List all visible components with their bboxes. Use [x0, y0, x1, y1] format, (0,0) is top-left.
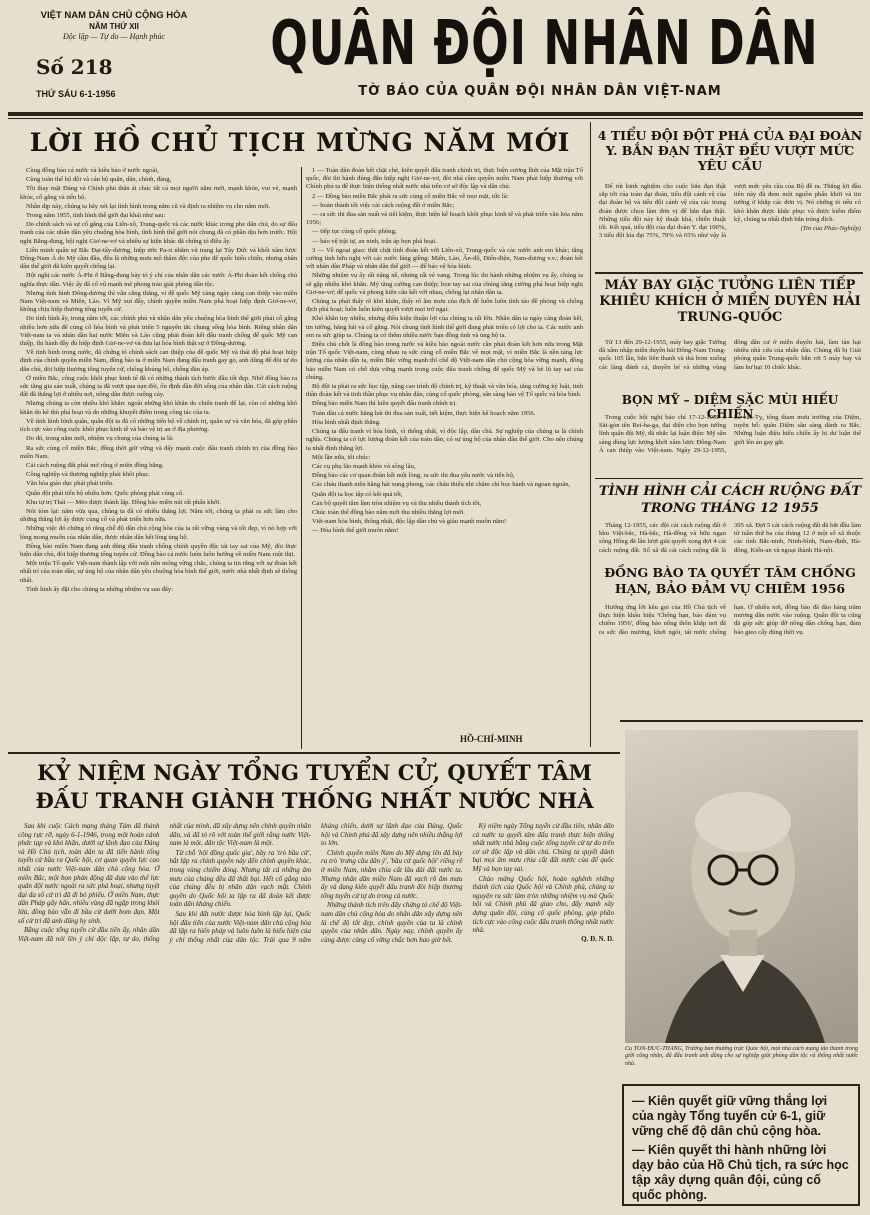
lead-paragraph: Tình hình ấy đặt cho chúng ta những nhiệm vụ sau đây:	[26, 585, 173, 593]
election-paragraph: Từ chỗ 'hội đồng quốc gia', bầy ra 'trò bầu cử', hắt lập ra chính quyền này đến chính quyền khác, trong vùng chiếm đóng. Nhưng tất cả những âm mưu của chúng đều đã thất bại. Hết cố gắng nào của chúng đều bị nhân dân vạch mặt. Chính quyền do Quốc hội ta lập ra đã đoàn kết được toàn dân kháng chiến.	[169, 848, 311, 909]
right1-text: Để rút kinh nghiệm cho cuộc bắn đạn thật sắp tới của toàn đại đoàn, tiểu đội cảnh vệ của đại đoàn bộ và tiểu đội cảnh vệ của các trung đoàn được chọn làm đơn vị để bắn đạn thật. Những tiểu đội này kỹ thuật khá, chiến thuật tốt. Kết quả, tiểu đội của đại đoàn Y. đạt 100%, 3 tiểu đội kia đạt 75%, 79% và 65% như vậy là vượt mức yêu cầu của Bộ đề ra. Thắng lợi đầu tiên này đã đem một nguồn phấn khởi và tin tưởng ở khắp các đơn vị. Nó chứng tỏ nếu có khó khăn được khắc phục và được kiểm điểm kỹ, chúng ta nhất định bắn trúng đích.	[599, 183, 861, 240]
lead-headline: LỜI HỒ CHỦ TỊCH MỪNG NĂM MỚI	[29, 128, 571, 157]
election-paragraph: Chính quyền miền Nam do Mỹ dựng lên đã bày ra trò 'trưng cầu dân ý', 'bầu cử quốc hội' riêng rẽ ở miền Nam, nhằm chia cắt lâu dài đất nước ta. Nhưng nhân dân miền Nam đã vạch rõ âm mưu ấy và đang kiên quyết đấu tranh đòi hiệp thương tổng tuyển cử tự do trong cả nước.	[321, 848, 463, 900]
right4-body	[599, 522, 861, 562]
right3-body	[599, 414, 861, 476]
lead-paragraph: Do tình hình ấy, trong năm tới, các chính phủ và nhân dân yêu chuộng hòa bình thế giới phải cố gắng nhiều hơn nữa để củng cố hòa bình và phát triển 5 nguyên tắc chung sống hòa bình. Riêng nhân dân Việt-nam ta và nhân dân hai nước Miên và Lào cũng phải đoàn kết đấu tranh chống đế quốc Mỹ can thiệp, thi hành đầy đủ hiệp định Giơ-ne-vơ và đưa lại hòa bình thật sự ở Đông-dương.	[20, 315, 297, 348]
masthead-left	[14, 10, 214, 99]
election-headline-2: ĐẤU TRANH GIÀNH THỐNG NHẤT NƯỚC NHÀ	[35, 788, 594, 813]
lead-paragraph: Nhưng chúng ta còn nhiều khó khăn: ngoài những khó khăn do chiến tranh để lại, còn có những khó khăn do kẻ thù phá hoại và do những khuyết điểm trong công tác của ta.	[20, 400, 297, 416]
lead-right-divider	[590, 122, 591, 747]
election-body	[18, 822, 614, 1207]
right1-body	[599, 183, 861, 269]
election-byline: Q. Đ. N. D.	[581, 934, 614, 943]
lead-paragraph: Các cháu thanh niên hăng hái xung phong, các cháu thiếu nhi chăm chỉ học hành và ngoan ngoãn,	[312, 481, 571, 489]
lead-paragraph: 2 — Đồng bào miền Bắc phải ra sức củng cố miền Bắc về mọi mặt, tức là:	[312, 192, 509, 200]
portrait-image	[625, 730, 858, 1043]
election-paragraph: Bằng cuộc tổng tuyển cử đầu tiên ấy, nhân dân Việt-nam đã nói lên ý chí độc lập, tự do, thống nhất của mình, đã xây dựng nên chính quyền nhân dân, và đã tỏ rõ với toàn thế giới rằng nước Việt-nam là một, dân tộc Việt-nam là một.	[18, 822, 311, 943]
lead-paragraph: Chúc toàn thể đồng bào năm mới thu nhiều thắng lợi mới.	[312, 508, 465, 516]
right3-headline: BỌN MỸ – DIỆM SẶC MÙI HIẾU CHIẾN	[621, 393, 839, 421]
photo-frame-top	[620, 720, 863, 722]
election-paragraph: Chào mừng Quốc hội, hoàn nghênh những thành tích của Quốc hội và Chính phủ, chúng ta nguyện ra sức làm tròn những nhiệm vụ mà Quốc hội và Chính phủ đã giao cho, đẩy mạnh xây dựng quân đội, củng cố quốc phòng, góp phần tích cực vào công cuộc đấu tranh thống nhất nước nhà.	[472, 874, 614, 935]
photo-caption: Cụ TÔN-ĐỨC-THẮNG, Trưởng ban thường trực Quốc hội, một nhà cách mạng lão thành trong giới công nhân, đã đấu tranh anh dũng cho sự nghiệp giải phóng dân tộc và thống nhất nước nhà.	[625, 1046, 858, 1067]
election-headline-1: KỶ NIỆM NGÀY TỔNG TUYỂN CỬ, QUYẾT TÂM	[37, 760, 592, 785]
right1-headline: 4 TIỂU ĐỘI ĐỘT PHÁ CỦA ĐẠI ĐOÀN Y. BẮN ĐẠN THẬT ĐỀU VƯỢT MỨC YÊU CẦU	[597, 128, 863, 173]
lead-paragraph: Một triệu Tổ quốc Việt-nam thành lập với một nền móng vững chắc, chúng ta tin rằng với sự đoàn kết nhất trí của toàn dân, sự ủng hộ của nhân dân yêu chuộng hòa bình thế giới, nước nhà nhất định sẽ thống nhất.	[20, 560, 297, 584]
lead-paragraph: Về tình hình bình quân, quân đội ta đã có những tiến bộ về chính trị, quân sự và văn hóa, đã góp phần tích cực vào công cuộc khôi phục kinh tế và bảo vệ trị an ở địa phương.	[20, 417, 297, 434]
lead-paragraph: Về tình hình trong nước, đã chứng tỏ chính sách can thiệp của đế quốc Mỹ và thái độ phá hoại hiệp định của chính quyền miền Nam, đồng bào ta ở miền Nam đang đấu tranh gay go, anh dũng để đòi tự do dân chủ, đòi hiệp thương tổng tuyển cử, chống khủng bố, chống đàn áp.	[20, 349, 297, 373]
lead-paragraph: Cùng đồng bào cả nước và kiều bào ở nước ngoài,	[26, 167, 159, 174]
lead-paragraph: Nhân dịp này, chúng ta hãy xét lại tình hình trong năm cũ và định ra nhiệm vụ cho năm mới.	[26, 202, 271, 210]
lead-paragraph: Nói tóm lại: năm vừa qua, chúng ta đã có nhiều thắng lợi. Năm tới, chúng ta phải ra sức làm cho những thắng lợi ấy được củng cố và phát triển hơn nữa.	[20, 507, 297, 524]
lead-paragraph: Toàn dân cả nước hăng hái thi đua sản xuất, tiết kiệm, thực hiện kế hoạch năm 1956.	[312, 409, 536, 417]
masthead-divider-thin	[8, 118, 863, 119]
lead-col-2	[306, 167, 583, 737]
lead-paragraph: Việt-nam hòa bình, thống nhất, độc lập dân chủ và giàu mạnh muôn năm!	[312, 518, 507, 526]
lead-col-1	[20, 167, 297, 749]
lead-paragraph: Do chính sách và sự cố gắng của Liên-xô, Trung-quốc và các nước khác trong phe dân chủ, do sự đấu tranh của các nhân dân yêu chuộng hòa bình, tình hình thế giới nói chung đã có phần dịu hơn trước. Hội nghị Băng-đung, hội nghị Giơ-ne-vơ và nhiều sự kiện khác đã chứng tỏ điều ấy.	[20, 221, 297, 245]
lead-paragraph: Một lần nữa, tôi chúc:	[312, 453, 371, 461]
motto: Độc lập — Tự do — Hạnh phúc	[63, 32, 165, 41]
lead-paragraph: Điều chủ chốt là đồng bào trong nước và kiều bào ngoài nước cần phải đoàn kết hơn nữa trong Mặt trận Tổ quốc Việt-nam, cùng nhau ra sức củng cố miền Bắc về mọi mặt, vì miền Bắc là nền tảng lực lượng của nhân dân ta, miền Bắc vững mạnh thì chế độ Việt-nam dân chủ cộng hòa vững mạnh, đồng bào miền Nam có chỗ dựa vững mạnh trong cuộc đấu tranh chống đế quốc Mỹ và bè lũ tay sai của chúng.	[306, 341, 583, 381]
election-paragraph: Những thành tích trên đây chứng tỏ chế độ Việt-nam dân chủ cộng hòa do nhân dân xây dựng nên là chế độ tốt đẹp, chính quyền của ta là chính quyền của nhân dân. Ngày nay, chính quyền ấy càng được củng cố vững chắc hơn bao giờ hết.	[321, 901, 463, 944]
section-divider	[8, 752, 620, 754]
right4-text: Tháng 12-1955, các đội cải cách ruộng đất ở khu Việt-bắc, Hà-bắc, Hà-đông và hữu ngạn sông Hồng đã lần lượt giải quyết xong đợt 4 cải cách ruộng đất. Số xã đã cải cách ruộng đất là 395 xã. Đợt 5 cải cách ruộng đất đã bắt đầu làm từ tuần thứ ba của tháng 12 ở một số xã thuộc các tỉnh Bắc-ninh, Ninh-bình, Nam-định, Hà-đông, Kiến-an và ngoại thành Hà-nội.	[599, 522, 861, 554]
lead-paragraph: Tôi thay mặt Đảng và Chính phủ thân ái chúc tất cả mọi người năm mới, mạnh khỏe, vui vẻ, mạnh khỏe, cố gắng và tiến bộ.	[20, 185, 297, 201]
right1-credit: (Tin của Phúc-Nghiệp)	[800, 225, 861, 233]
lead-paragraph: Chúng ta phải thấy rõ khó khăn, thấy rõ âm mưu của địch để luôn luôn tỉnh táo đề phòng và chống địch phá hoại; luôn luôn kiên quyết vượt mọi trở ngại.	[306, 298, 583, 314]
lead-paragraph: Quân đội phải tiến bộ nhiều hơn. Quốc phòng phải củng cố.	[26, 489, 184, 497]
newspaper-title: QUÂN ĐỘI NHÂN DÂN	[270, 8, 819, 80]
lead-paragraph: Khu tự trị Thái — Mèo được thành lập. Đồng bào miền núi rất phấn khởi.	[26, 498, 221, 506]
lead-paragraph: Các cụ phụ lão mạnh khỏe và sống lâu,	[312, 462, 416, 470]
lead-paragraph: — tiếp tục củng cố quốc phòng;	[312, 228, 397, 236]
right2-text: Từ 13 đến 29-12-1955, máy bay giặc Tưởng đã xâm nhập miền duyên hải Đông-Nam Trung-quốc 105 lần, bắn liên thanh và thả bom xuống các làng đánh cá, thuyền bè và những vùng đông dân cư ở miền duyên hải, làm tàn hại nhiều nhà cửa của nhân dân. Chúng đã bị Giải phóng quân Trung-quốc bắn rơi 5 máy bay và làm hư hại 10 chiếc khác.	[599, 339, 861, 371]
portrait-photo	[625, 730, 858, 1043]
lead-paragraph: Hòa bình nhất định thắng.	[312, 418, 381, 426]
lead-paragraph: — bảo vệ trật tự, an ninh, trấn áp bọn phá hoại.	[312, 237, 437, 245]
election-paragraph: Kỷ niệm ngày Tổng tuyển cử đầu tiên, nhân dân cả nước ta quyết tâm đấu tranh thực hiện thống nhất nước nhà bằng cuộc tổng tuyển cử tự do trên cơ sở độc lập và dân chủ. Chúng ta quyết đánh bại mọi âm mưu chia cắt đất nước của đế quốc Mỹ và bọn tay sai.	[472, 822, 614, 873]
lead-paragraph: Chúng ta đấu tranh vì hòa bình, vì thống nhất, vì độc lập, dân chủ. Sự nghiệp của chúng ta là chính nghĩa. Chúng ta có lực lượng đoàn kết của toàn dân, có sự ủng hộ của nhân dân thế giới. Cho nên chúng ta nhất định thắng lợi.	[306, 428, 583, 452]
right2-body	[599, 339, 861, 389]
lead-paragraph: — hoàn thành tốt việc cải cách ruộng đất ở miền Bắc;	[312, 201, 455, 209]
column-divider	[301, 167, 302, 749]
lead-signature: HỒ-CHÍ-MINH	[460, 734, 523, 744]
lead-paragraph: Cải cách ruộng đất phải mở rộng ở miền đồng bằng.	[26, 461, 164, 469]
year-label: NĂM THỨ XII	[89, 22, 139, 31]
right5-headline: ĐỒNG BÀO TA QUYẾT TÂM CHỐNG HẠN, BẢO ĐẢM VỤ CHIÊM 1956	[604, 565, 856, 596]
lead-paragraph: Những nhiệm vụ ấy rất nặng nề, nhưng rất vẻ vang. Trong lúc thi hành những nhiệm vụ ấy, chúng ta sẽ gặp nhiều khó khăn. Mỹ tăng cường can thiệp; bọn tay sai của chúng tăng cường phá hoại hiệp nghị Giơ-ne-vơ; đế quốc và phong kiến câu kết với nhau, chống lại nhân dân ta.	[306, 272, 583, 296]
lead-paragraph: Cán bộ quyết tâm làm tròn nhiệm vụ và thu nhiều thành tích tốt,	[312, 499, 482, 507]
tagline: TỜ BÁO CỦA QUÂN ĐỘI NHÂN DÂN VIỆT-NAM	[358, 84, 722, 99]
issue-number: Số 218	[36, 55, 113, 79]
election-paragraph: Sau khi cuộc Cách mạng tháng Tám đã thành công rực rỡ, ngày 6-1-1946, trong một hoàn cảnh phức tạp và khó khăn, dưới sự lãnh đạo của Đảng và Hồ Chủ tịch, toàn dân ta đã tiến hành tổng tuyển cử bầu ra Quốc hội, cơ quan quyền lực cao nhất của nước Việt-nam dân chủ cộng hòa. Ở miền Bắc, một bọn phản động đã dựa vào thế lực quân đội nước ngoài ra sức phá hoại, nhưng tuyệt đại đa số cử tri đã đi bỏ phiếu. Ở miền Nam, thực dân Pháp gây hấn, nhiều vùng đã ngập trong khói lửa, đồng bào vẫn đi bầu cử dưới bom đạn. Một số cử tri đã anh dũng hy sinh.	[18, 822, 160, 925]
election-paragraph: Sau khi đất nước được hòa bình lập lại, Quốc hội đầu tiên của nước Việt-nam dân chủ cộng hòa đã lập ra hiến pháp và luôn luôn là biểu hiện của ý chí thống nhất của dân tộc. Trải qua 9 năm kháng chiến, dưới sự lãnh đạo của Đảng, Quốc hội và Chính phủ đã xây dựng nên nhiều thắng lợi to lớn.	[169, 822, 463, 944]
lead-paragraph: Nhưng tình hình Đông-dương thì vẫn căng thẳng, vì đế quốc Mỹ càng ngày càng can thiệp vào miền Nam Việt-nam và Miên, Lào. Vì Mỹ xui đẩy, chính quyền miền Nam phá hoại hiệp định Giơ-ne-vơ, không chịu hiệp thương tổng tuyển cử.	[20, 289, 297, 314]
lead-paragraph: Hội nghị các nước Á-Phi ở Băng-đung bày tỏ ý chí của nhân dân các nước Á-Phi đoàn kết chống chủ nghĩa thực dân. Việc ấy đã cổ vũ mạnh mẽ phong trào giải phóng dân tộc.	[20, 272, 297, 288]
slogan-1: — Kiên quyết giữ vững thắng lợi của ngày Tổng tuyển cử 6-1, giữ vững chế độ dân chủ cộng hòa.	[632, 1094, 828, 1138]
right-divider-2	[595, 478, 863, 479]
lead-paragraph: Do đó, trong năm mới, nhiệm vụ chung của chúng ta là:	[26, 435, 174, 443]
right4-headline: TÌNH HÌNH CẢI CÁCH RUỘNG ĐẤT TRONG THÁNG 12 1955	[598, 484, 862, 516]
lead-paragraph: Cùng toàn thể bộ đội và cán bộ quân, dân, chính, đảng,	[26, 176, 172, 184]
lead-paragraph: Đồng bào các cơ quan đoàn kết một lòng, ra sức thi đua yêu nước và tiến bộ,	[312, 472, 515, 480]
lead-paragraph: Đồng bào miền Nam thì kiên quyết đấu tranh chính trị.	[312, 400, 457, 408]
lead-paragraph: Đồng bào miền Nam đang anh dũng đấu tranh chống chính quyền độc tài tay sai của Mỹ, đòi thực hiện dân chủ, đòi hiệp thương tổng tuyển cử. Đồng bào cả nước luôn luôn hướng về miền Nam ruột thịt.	[20, 542, 297, 558]
lead-paragraph: Khó khăn tuy nhiều, nhưng điều kiện thuận lợi của chúng ta rất lớn. Nhân dân ta ngày càng đoàn kết, tin tưởng, hăng hái và cố gắng. Nói chung tình hình thế giới đang phát triển có lợi cho ta. Các nước anh em ra sức giúp ta. Chúng ta có thêm nhiều nước bạn đồng tình và ủng hộ ta.	[306, 315, 583, 339]
right3-text: Trong cuộc hội nghị báo chí 17-12-1955 ở Sài-gòn tên Rei-ha-ga, đại diện cho bọn tướng lĩnh quân đội Mỹ, đã nhắc lại luận điệu: Mỹ sẵn sàng dùng lực lượng khởi xâm lược Đông-Nam Á can thiệp vào Việt-nam. Ngày 29-12-1955, Lê-văn-Tỵ, tổng tham mưu trưởng của Diệm, tuyên bố: quân Diệm sẵn sàng đánh ra Bắc. Những luận điệu hiếu chiến ấy bị dư luận thế giới lên án gay gắt.	[599, 414, 861, 454]
lead-paragraph: Ra sức củng cố miền Bắc, đồng thời giữ vững và đẩy mạnh cuộc đấu tranh chính trị của đồng bào miền Nam.	[20, 444, 297, 460]
slogan-2: — Kiên quyết thi hành những lời dạy bảo của Hồ Chủ tịch, ra sức học tập xây dựng quân đội, củng cố quốc phòng.	[632, 1143, 849, 1202]
lead-paragraph: — ra sức thi đua sản xuất và tiết kiệm, thực hiện kế hoạch khôi phục kinh tế và phát triển văn hóa năm 1956;	[306, 211, 583, 227]
right-divider-1	[595, 272, 863, 274]
lead-paragraph: Những việc đó chứng tỏ rằng chế độ dân chủ cộng hòa của ta rất vững vàng và tốt đẹp, vì nó hợp với lòng mong muốn của nhân dân, được nhân dân hết lòng ủng hộ.	[20, 525, 297, 541]
right2-headline: MÁY BAY GIẶC TƯỞNG LIÊN TIẾP KHIÊU KHÍCH Ở MIỀN DUYÊN HẢI TRUNG-QUỐC	[599, 278, 861, 325]
lead-paragraph: 1 — Toàn dân đoàn kết chặt chẽ, kiên quyết đấu tranh chính trị, thực hiện cương lĩnh của Mặt trận Tổ quốc, đòi thi hành đúng đắn hiệp nghị Giơ-ne-vơ, đòi nhà cầm quyền miền Nam phải hiệp thương với Chính phủ ta để thực hiện thống nhất nước nhà trên cơ sở độc lập và dân chủ.	[306, 167, 583, 191]
lead-paragraph: Liên minh quân sự Bắc Đại-tây-dương, hiệp ước Pa-ri nhằm vũ trang lại Tây Đức và khối xâm lược Đông-Nam Á do Mỹ cầm đầu, đều là những mưu mô thâm độc của phe đế quốc hiếu chiến, nhưng nhân dân thế giới đã kiên quyết chống lại.	[20, 246, 297, 271]
slogan-box	[622, 1084, 860, 1206]
lead-paragraph: Văn hóa giáo dục phải phát triển.	[26, 480, 114, 488]
lead-paragraph: Bộ đội ta phải ra sức học tập, nâng cao trình độ chính trị, kỹ thuật và văn hóa, tăng cường kỷ luật, tinh thần đoàn kết và tinh thần phục vụ nhân dân, củng cố quốc phòng, sẵn sàng bảo vệ Tổ quốc và hòa bình.	[306, 383, 583, 399]
lead-paragraph: Công nghiệp và thương nghiệp phải khôi phục.	[26, 471, 151, 479]
lead-paragraph: Trong năm 1955, tình hình thế giới đại khái như sau:	[26, 212, 166, 220]
right5-body	[599, 604, 861, 714]
issue-date: THỨ SÁU 6-1-1956	[36, 89, 116, 99]
lead-paragraph: Ở miền Bắc, công cuộc khôi phục kinh tế đã có những thành tích bước đầu tốt đẹp. Nhờ đồng bào ra sức tăng gia sản xuất, chúng ta đã vượt qua nạn đói, ổn định dần đời sống của nhân dân. Cải cách ruộng đất đã thắng lợi ở nhiều nơi, nông dân được ruộng cày.	[20, 374, 297, 399]
lead-paragraph: Quân đội ta học tập có kết quả tốt,	[312, 490, 403, 498]
lead-paragraph: 3 — Về ngoại giao: thắt chặt tình đoàn kết với Liên-xô, Trung-quốc và các nước anh em khác; tăng cường tình hữu nghị với các nước láng giềng: Miên, Lào, Ấn-độ, Diến-điện, Nam-dương v.v.; đoàn kết với nhân dân Pháp và nhân dân thế giới — để bảo vệ hòa bình.	[306, 246, 583, 271]
right5-text: Hưởng ứng lời kêu gọi của Hồ Chủ tịch về thực hiện khẩu hiệu 'Chống hạn, bảo đảm vụ chiêm 1956', đồng bào nông thôn khắp nơi đã ra sức đào mương, khơi ngòi, tát nước chống hạn. Ở nhiều nơi, đồng bào đã đào hàng trăm mương dẫn nước vào ruộng. Quân đội ta cũng đã góp sức giúp đỡ nông dân chống hạn, đảm bảo gieo cấy đúng thời vụ.	[599, 604, 861, 636]
masthead-divider	[8, 112, 863, 116]
lead-paragraph: — Hòa bình thế giới muôn năm!	[312, 527, 399, 535]
country-name: VIỆT NAM DÂN CHỦ CỘNG HÒA	[40, 10, 188, 21]
